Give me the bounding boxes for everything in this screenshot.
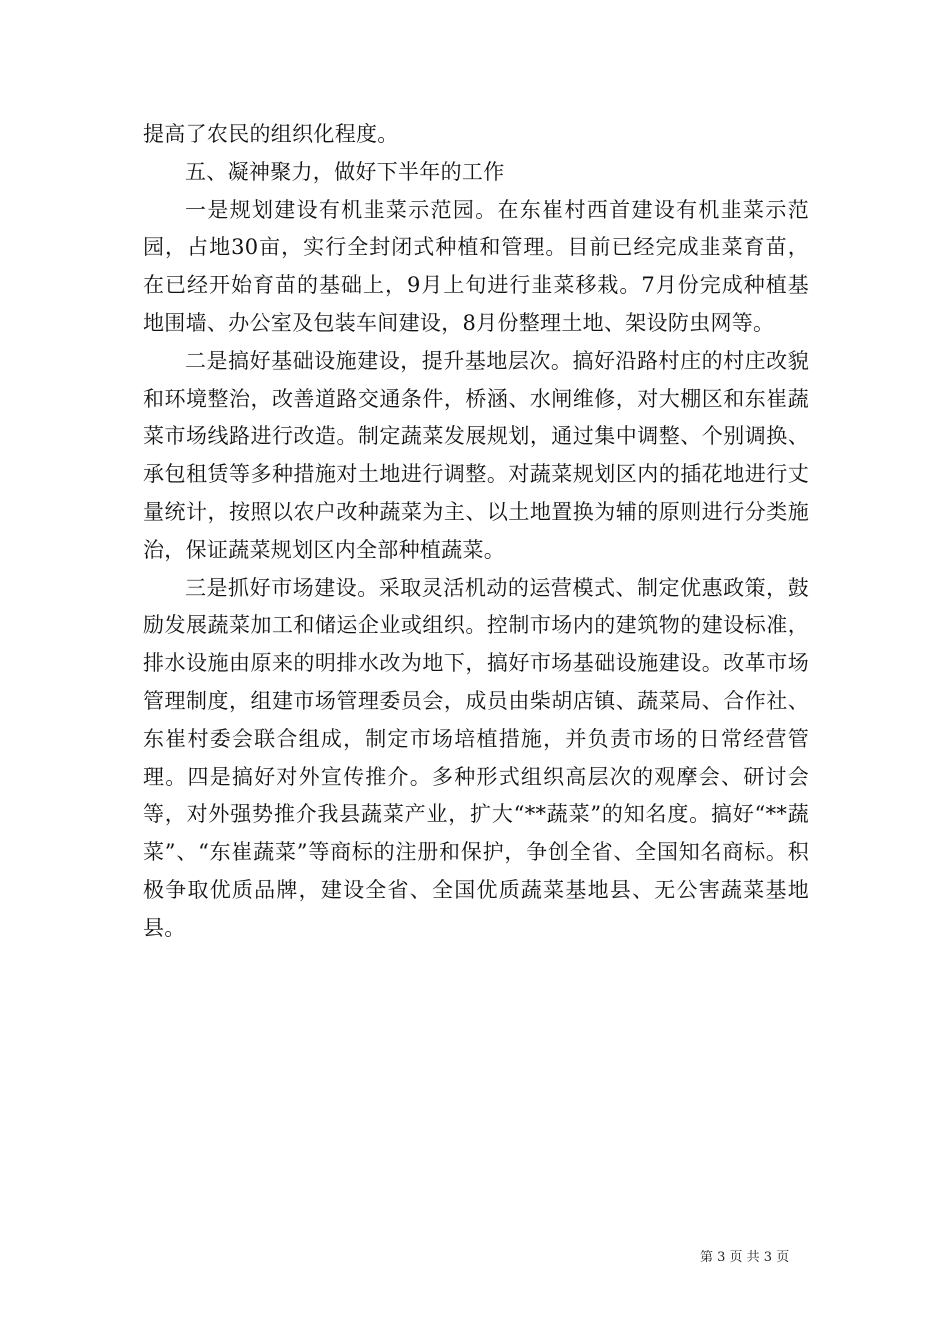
- paragraph-continuation: 提高了农民的组织化程度。: [143, 122, 399, 146]
- paragraph-infrastructure: 二是搞好基础设施建设，提升基地层次。搞好沿路村庄的村庄改貌和环境整治，改善道路交通条件，桥涵、水闸维修，对大棚区和东崔蔬菜市场线路进行改造。制定蔬菜发展规划，通过集中调整、个别调换、承包租赁等多种措施对土地进行调整。对蔬菜规划区内的插花地进行丈量统计，按照以农户改种蔬菜为主、以土地置换为辅的原则进行分类施治，保证蔬菜规划区内全部种植蔬菜。: [143, 348, 809, 562]
- page-number: 第 3 页 共 3 页: [700, 1250, 790, 1265]
- paragraph-market: 三是抓好市场建设。采取灵活机动的运营模式、制定优惠政策，鼓励发展蔬菜加工和储运企业或组织。控制市场内的建筑物的建设标准，排水设施由原来的明排水改为地下，搞好市场基础设施建设。改革市场管理制度，组建市场管理委员会，成员由柴胡店镇、蔬菜局、合作社、东崔村委会联合组成，制定市场培植措施，并负责市场的日常经营管理。四是搞好对外宣传推介。多种形式组织高层次的观摩会、研讨会等，对外强势推介我县蔬菜产业，扩大“**蔬菜”的知名度。搞好“**蔬菜”、“东崔蔬菜”等商标的注册和保护，争创全省、全国知名商标。积极争取优质品牌，建设全省、全国优质蔬菜基地县、无公害蔬菜基地县。: [143, 575, 809, 940]
- paragraph-leek-park: 一是规划建设有机韭菜示范园。在东崔村西首建设有机韭菜示范园，占地30亩，实行全封闭式种植和管理。目前已经完成韭菜育苗，在已经开始育苗的基础上，9月上旬进行韭菜移栽。7月份完成种植基地围墙、办公室及包装车间建设，8月份整理土地、架设防虫网等。: [143, 197, 809, 335]
- section-heading: 五、凝神聚力，做好下半年的工作: [185, 159, 505, 184]
- document-body: [143, 116, 809, 948]
